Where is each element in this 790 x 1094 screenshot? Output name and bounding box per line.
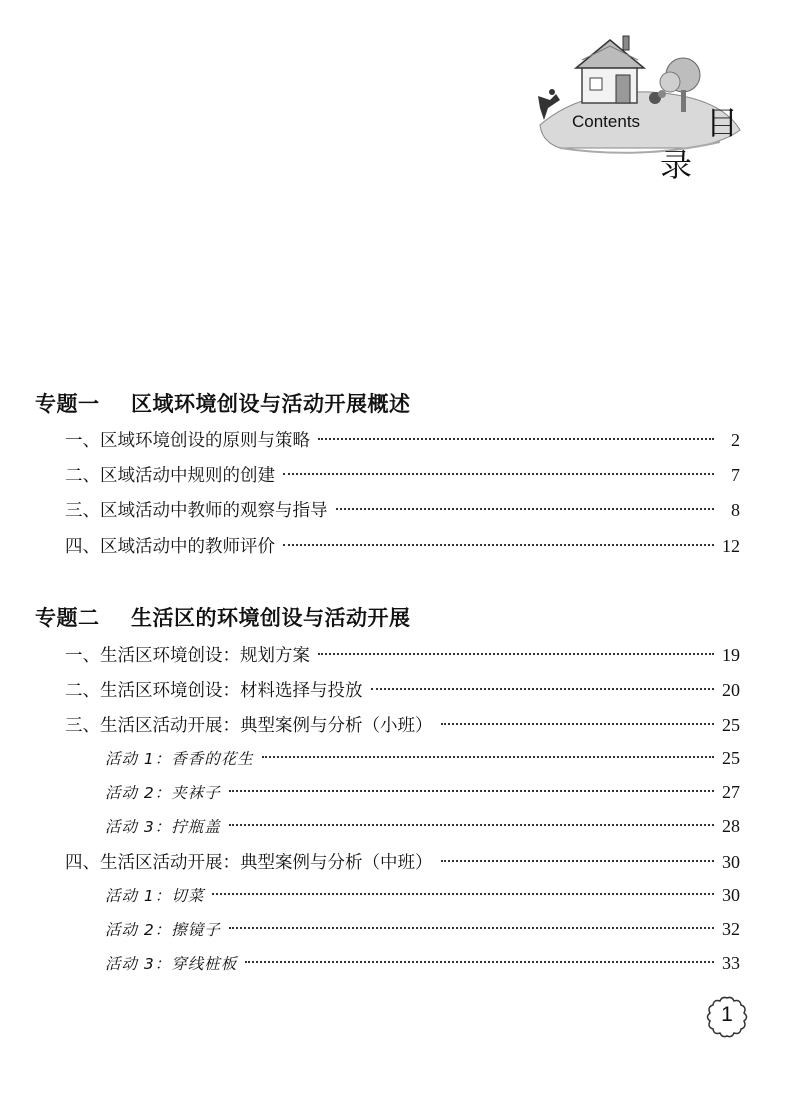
toc-entry[interactable]	[65, 462, 740, 486]
toc-page-number: 28	[722, 816, 740, 836]
dot-leader	[229, 927, 714, 929]
dot-leader	[229, 790, 714, 792]
dot-leader	[371, 688, 715, 690]
contents-label: Contents	[572, 112, 641, 131]
toc-page-number: 27	[722, 782, 740, 802]
toc-entry[interactable]	[65, 677, 740, 701]
toc-entry-title: 活动 1：香香的花生	[105, 750, 254, 768]
dot-leader	[336, 508, 715, 510]
toc-entry-title: 活动 2：夹袜子	[105, 784, 221, 802]
toc-subentry[interactable]	[105, 781, 740, 805]
toc-page-number: 19	[722, 645, 740, 665]
title-char-mu: 目	[706, 104, 739, 142]
toc-subentry[interactable]	[105, 884, 740, 908]
title-char-lu: 录	[660, 146, 693, 184]
dot-leader	[229, 824, 714, 826]
toc-page-number: 25	[722, 715, 740, 735]
toc-page-number: 32	[722, 919, 740, 939]
toc-page-number: 12	[722, 536, 740, 556]
toc-entry[interactable]	[65, 497, 740, 521]
toc-entry-title: 二、生活区环境创设：材料选择与投放	[65, 681, 363, 701]
toc-entry[interactable]	[65, 712, 740, 736]
toc-entry-title: 活动 3：拧瓶盖	[105, 818, 221, 836]
toc-subentry[interactable]	[105, 815, 740, 839]
dot-leader	[212, 893, 714, 895]
toc-entry-title: 活动 2：擦镜子	[105, 921, 221, 939]
section-number: 专题二	[35, 606, 100, 630]
toc-page-number: 7	[731, 465, 740, 485]
toc-page-number: 33	[722, 953, 740, 973]
toc-entry-title: 活动 1：切菜	[105, 887, 205, 905]
dot-leader	[283, 473, 714, 475]
toc-page-number: 30	[722, 852, 740, 872]
toc-entry-title: 活动 3：穿线桩板	[105, 955, 238, 973]
dot-leader	[441, 723, 715, 725]
toc-entry[interactable]	[65, 642, 740, 666]
section-title: 区域环境创设与活动开展概述	[131, 392, 411, 416]
dot-leader	[318, 653, 714, 655]
section-heading	[35, 602, 411, 632]
toc-entry-title: 一、生活区环境创设：规划方案	[65, 646, 310, 666]
toc-entry-title: 四、区域活动中的教师评价	[65, 537, 275, 557]
toc-entry-title: 二、区域活动中规则的创建	[65, 466, 275, 486]
dot-leader	[283, 544, 714, 546]
toc-subentry[interactable]	[105, 952, 740, 976]
section-heading	[35, 388, 411, 418]
toc-page-number: 20	[722, 680, 740, 700]
toc-page-number: 25	[722, 748, 740, 768]
section-title: 生活区的环境创设与活动开展	[131, 606, 411, 630]
toc-entry-title: 四、生活区活动开展：典型案例与分析（中班）	[65, 853, 433, 873]
toc-entry[interactable]	[65, 849, 740, 873]
toc-page-number: 8	[731, 500, 740, 520]
toc-entry[interactable]	[65, 533, 740, 557]
toc-page-number: 2	[731, 430, 740, 450]
toc-subentry[interactable]	[105, 747, 740, 771]
toc-entry-title: 一、区域环境创设的原则与策略	[65, 431, 310, 451]
section-number: 专题一	[35, 392, 100, 416]
dot-leader	[441, 860, 715, 862]
dot-leader	[245, 961, 714, 963]
dot-leader	[318, 438, 714, 440]
toc-entry[interactable]	[65, 427, 740, 451]
toc-page-number: 30	[722, 885, 740, 905]
toc-entry-title: 三、区域活动中教师的观察与指导	[65, 501, 328, 521]
toc-subentry[interactable]	[105, 918, 740, 942]
dot-leader	[262, 756, 714, 758]
page-number: 1	[721, 1003, 733, 1026]
toc-entry-title: 三、生活区活动开展：典型案例与分析（小班）	[65, 716, 433, 736]
